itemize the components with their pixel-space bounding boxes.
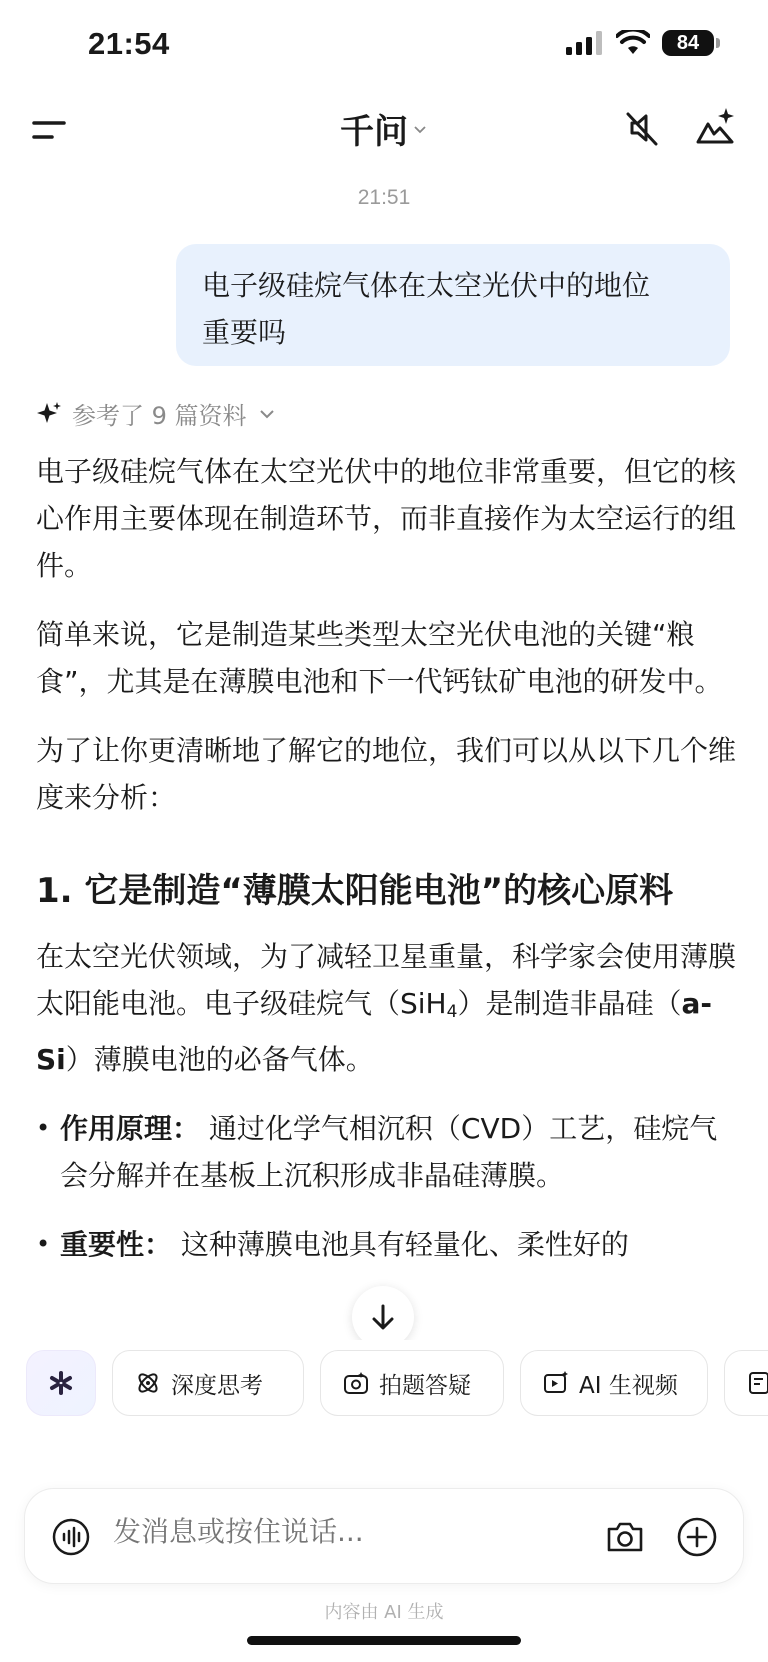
document-icon xyxy=(747,1370,768,1396)
message-timestamp: 21:51 xyxy=(357,186,411,209)
bullet-item xyxy=(36,1221,736,1268)
bullet-text: 这种薄膜电池具有轻量化、柔性好的 xyxy=(180,1228,629,1261)
chip-label: AI 生视频 xyxy=(579,1372,678,1399)
status-time: 21:54 xyxy=(88,26,170,61)
text-span: 在太空光伏领域，为了减轻卫星重量，科学家会使用薄膜太阳能电池。电子级硅烷气（SiH xyxy=(36,940,737,1020)
user-message-bubble[interactable] xyxy=(176,244,730,366)
add-attachment-button[interactable] xyxy=(675,1515,719,1559)
assistant-answer xyxy=(36,448,736,1290)
status-bar xyxy=(0,0,768,90)
bold-term: a-Si xyxy=(36,987,712,1076)
quick-action-assistant[interactable] xyxy=(26,1350,96,1416)
chip-label: 深度思考 xyxy=(171,1372,263,1399)
references-toggle[interactable] xyxy=(36,396,277,431)
answer-bullet-list xyxy=(36,1105,736,1268)
bullet-text: 通过化学气相沉积（CVD）工艺，硅烷气会分解并在基板上沉积形成非晶硅薄膜。 xyxy=(60,1112,718,1192)
chevron-down-icon xyxy=(257,404,277,424)
ai-disclaimer: 内容由 AI 生成 xyxy=(324,1602,444,1623)
sparkle-icon xyxy=(36,401,62,427)
chat-header xyxy=(0,96,768,166)
arrow-down-icon xyxy=(368,1302,398,1332)
bullet-item xyxy=(36,1105,736,1199)
home-indicator xyxy=(247,1636,521,1645)
atom-icon xyxy=(135,1370,161,1396)
page-title: 千问 xyxy=(340,112,408,152)
plus-circle-icon xyxy=(675,1515,719,1559)
speaker-mute-icon xyxy=(620,106,664,150)
scroll-to-bottom-button[interactable] xyxy=(352,1286,414,1348)
status-icons xyxy=(566,30,714,56)
photo-qa-button[interactable] xyxy=(320,1350,504,1416)
battery-icon: 84 xyxy=(662,30,714,56)
new-chat-button[interactable] xyxy=(692,104,740,152)
ai-video-button[interactable] xyxy=(520,1350,708,1416)
camera-question-icon xyxy=(343,1370,369,1396)
voice-wave-icon xyxy=(51,1517,91,1557)
new-chat-sparkle-icon xyxy=(692,104,740,152)
subscript: 4 xyxy=(446,1002,458,1022)
message-input[interactable] xyxy=(113,1515,543,1548)
voice-input-button[interactable] xyxy=(51,1517,91,1557)
answer-paragraph: 为了让你更清晰地了解它的地位，我们可以从以下几个维度来分析： xyxy=(36,734,737,814)
answer-paragraph xyxy=(36,933,736,1083)
mute-button[interactable] xyxy=(620,106,664,150)
chevron-down-icon xyxy=(412,121,428,137)
asterisk-sparkle-icon xyxy=(47,1369,75,1397)
video-sparkle-icon xyxy=(543,1370,569,1396)
references-label: 参考了 9 篇资料 xyxy=(72,402,247,430)
wifi-icon xyxy=(616,30,650,56)
user-message-line: 电子级硅烷气体在太空光伏中的地位 xyxy=(202,269,651,302)
signal-icon xyxy=(566,31,604,55)
more-action-chip[interactable] xyxy=(724,1350,768,1416)
text-span: ）是制造非晶硅（ xyxy=(457,987,682,1020)
bullet-label: 重要性： xyxy=(60,1228,173,1261)
message-input-bar xyxy=(24,1488,744,1584)
bullet-label: 作用原理： xyxy=(60,1112,201,1145)
user-message-line: 重要吗 xyxy=(202,316,287,349)
quick-action-bar xyxy=(0,1340,768,1420)
answer-heading: 1. 它是制造“薄膜太阳能电池”的核心原料 xyxy=(36,871,674,911)
chip-label: 拍题答疑 xyxy=(379,1372,471,1399)
camera-icon xyxy=(603,1515,647,1559)
text-span: ）薄膜电池的必备气体。 xyxy=(65,1043,374,1076)
answer-paragraph: 简单来说，它是制造某些类型太空光伏电池的关键“粮食”，尤其是在薄膜电池和下一代钙钛矿电池的研发中。 xyxy=(36,618,723,698)
deep-think-button[interactable] xyxy=(112,1350,304,1416)
answer-paragraph: 电子级硅烷气体在太空光伏中的地位非常重要，但它的核心作用主要体现在制造环节，而非直接作为太空运行的组件。 xyxy=(36,455,737,582)
camera-button[interactable] xyxy=(603,1515,647,1559)
